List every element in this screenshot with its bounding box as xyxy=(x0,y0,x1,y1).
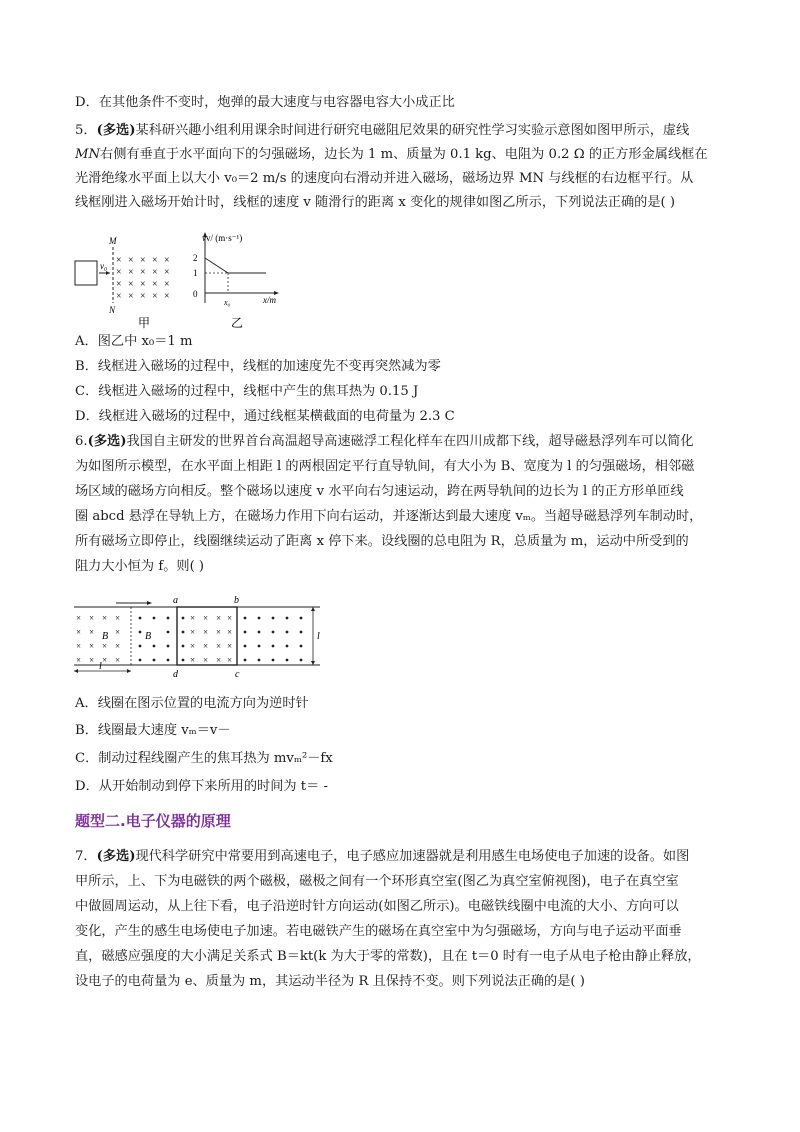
q5-option-a[interactable]: A．图乙中 x₀＝1 m xyxy=(75,334,193,349)
q6-option-b[interactable]: B．线圈最大速度 vₘ＝v－ xyxy=(75,723,231,738)
svg-text:×: × xyxy=(216,613,222,623)
svg-text:×: × xyxy=(164,291,170,302)
q6-number: 6. xyxy=(75,434,88,449)
v-axis-label: vv/ (m·s⁻¹) xyxy=(202,233,243,243)
width-arrow-right xyxy=(127,669,131,673)
q5-line-3: 光滑绝缘水平面上以大小 v₀＝2 m/s 的速度向右滑动并进入磁场，磁场边界 MN 与线框的右边框平行。从 xyxy=(75,171,694,186)
width-arrow-left xyxy=(74,669,78,673)
svg-text:×: × xyxy=(89,641,95,651)
section-heading: 题型二.电子仪器的原理 xyxy=(75,812,231,830)
q7-line-4: 变化，产生的感生电场使电子加速。若电磁铁产生的磁场在真空室中为匀强磁场，方向与电子运动平面垂 xyxy=(75,924,682,939)
svg-text:×: × xyxy=(128,255,134,266)
q6-option-d[interactable]: D．从开始制动到停下来所用的时间为 t＝ - xyxy=(75,779,328,794)
svg-text:×: × xyxy=(76,641,82,651)
svg-text:×: × xyxy=(203,641,209,651)
label-m: M xyxy=(109,236,117,246)
figure-jia xyxy=(72,225,192,331)
svg-text:×: × xyxy=(76,627,82,637)
svg-text:×: × xyxy=(140,291,146,302)
q7-line-6: 设电子的电荷量为 e、质量为 m，其运动半径为 R 且保持不变。则下列说法正确的是( ) xyxy=(75,974,585,989)
svg-text:×: × xyxy=(116,255,122,266)
q7-line-5: 直，磁感应强度的大小满足关系式 B＝kt(k 为大于零的常数)，且在 t＝0 时有一电子从电子枪由静止释放， xyxy=(75,949,701,964)
svg-text:×: × xyxy=(89,627,95,637)
field-dots-middle xyxy=(139,617,170,662)
label-b-left: B xyxy=(102,631,109,642)
q7-line-3: 中做圆周运动，从上往下看，电子沿逆时针方向运动(如图乙所示)。电磁铁线圈中电流的大小、方向可以 xyxy=(75,899,679,914)
svg-text:×: × xyxy=(227,641,233,651)
field-motion-arrowhead xyxy=(147,601,152,605)
svg-text:×: × xyxy=(76,613,82,623)
height-arrow-top xyxy=(311,607,315,611)
q7-tag: (多选) xyxy=(96,849,136,864)
velocity-arrowhead xyxy=(106,271,110,275)
svg-text:×: × xyxy=(89,655,95,665)
field-crosses-left xyxy=(76,613,120,665)
q5-option-d[interactable]: D．线框进入磁场的过程中，通过线框某横截面的电荷量为 2.3 C xyxy=(75,409,455,424)
svg-text:×: × xyxy=(190,641,196,651)
svg-text:×: × xyxy=(190,655,196,665)
svg-text:×: × xyxy=(115,641,121,651)
label-n: N xyxy=(109,305,116,315)
magnetic-field-crosses xyxy=(116,255,170,302)
label-v0: v₀ xyxy=(100,261,108,271)
svg-text:×: × xyxy=(116,267,122,278)
svg-text:×: × xyxy=(152,255,158,266)
svg-text:×: × xyxy=(116,291,122,302)
q7-text-1: 现代科学研究中常要用到高速电子，电子感应加速器就是利用感生电场使电子加速的设备。如图 xyxy=(135,849,690,864)
svg-text:×: × xyxy=(216,627,222,637)
tick-1: 1 xyxy=(193,268,198,278)
svg-text:×: × xyxy=(140,279,146,290)
svg-text:×: × xyxy=(140,255,146,266)
label-c: c xyxy=(235,669,240,680)
q5-mn: MN xyxy=(75,147,101,162)
q5-line-4: 线框刚进入磁场开始计时，线框的速度 v 随滑行的距离 x 变化的规律如图乙所示，下列说法正确的是( ) xyxy=(75,195,676,210)
svg-text:×: × xyxy=(102,613,108,623)
svg-text:×: × xyxy=(140,267,146,278)
svg-text:×: × xyxy=(227,655,233,665)
q7-line-1 xyxy=(75,848,689,866)
svg-text:×: × xyxy=(102,655,108,665)
svg-text:×: × xyxy=(89,613,95,623)
svg-text:×: × xyxy=(152,291,158,302)
q5-tag: (多选) xyxy=(96,123,136,138)
q6-line-2: 为如图所示模型，在水平面上相距 l 的两根固定平行直导轨间，有大小为 B、宽度为 l 的匀强磁场，相邻磁 xyxy=(75,459,695,474)
q5-option-b[interactable]: B．线框进入磁场的过程中，线框的加速度先不变再突然减为零 xyxy=(75,359,441,374)
label-b: b xyxy=(234,595,239,606)
q6-text-1: 我国自主研发的世界首台高温超导高速磁浮工程化样车在四川成都下线，超导磁悬浮列车可以简化 xyxy=(126,434,694,449)
q6-option-a[interactable]: A．线圈在图示位置的电流方向为逆时针 xyxy=(75,696,309,711)
option-d-previous: D．在其他条件不变时，炮弹的最大速度与电容器电容大小成正比 xyxy=(75,95,455,110)
figure-yi xyxy=(188,225,293,331)
svg-text:×: × xyxy=(164,255,170,266)
q6-line-6: 阻力大小恒为 f。则( ) xyxy=(75,559,205,574)
q6-option-c[interactable]: C．制动过程线圈产生的焦耳热为 mvₘ²－fx xyxy=(75,751,333,766)
q5-number: 5． xyxy=(75,123,97,138)
svg-text:×: × xyxy=(216,655,222,665)
q7-line-2: 甲所示，上、下为电磁铁的两个磁极，磁极之间有一个环形真空室(图乙为真空室俯视图)，电子在真空室 xyxy=(75,874,679,889)
svg-text:×: × xyxy=(102,641,108,651)
field-dots-coil xyxy=(182,617,185,662)
label-l-bottom: l xyxy=(99,661,102,672)
svg-text:×: × xyxy=(203,613,209,623)
svg-text:×: × xyxy=(115,655,121,665)
q6-line-4: 圈 abcd 悬浮在导轨上方，在磁场力作用下向右运动，并逐渐达到最大速度 vₘ。当超导磁悬浮列车制动时， xyxy=(75,509,703,524)
svg-text:×: × xyxy=(76,655,82,665)
svg-text:×: × xyxy=(190,627,196,637)
label-b-right: B xyxy=(145,631,152,642)
svg-text:×: × xyxy=(115,613,121,623)
svg-text:×: × xyxy=(227,613,233,623)
q5-text-1: 某科研兴趣小组利用课余时间进行研究电磁阻尼效果的研究性学习实验示意图如图甲所示，虚线 xyxy=(135,123,690,138)
caption-jia: 甲 xyxy=(138,316,151,330)
q6-line-3: 场区域的磁场方向相反。整个磁场以速度 v 水平向右匀速运动，跨在两导轨间的边长为 l 的正方形单匝线 xyxy=(75,484,684,499)
tick-2: 2 xyxy=(193,253,198,263)
svg-text:×: × xyxy=(128,291,134,302)
svg-text:×: × xyxy=(128,267,134,278)
svg-text:×: × xyxy=(203,627,209,637)
svg-text:×: × xyxy=(152,267,158,278)
tick-x0: x₀ xyxy=(224,298,231,307)
figure-maglev xyxy=(72,593,332,683)
field-dots-right xyxy=(244,617,303,662)
graph-decreasing-segment xyxy=(205,258,228,273)
wire-frame xyxy=(75,261,97,285)
q5-text-2: 右侧有垂直于水平面向下的匀强磁场，边长为 1 m、质量为 0.1 kg、电阻为 0.2 Ω 的正方形金属线框在 xyxy=(100,147,708,162)
x-axis-label: x/m xyxy=(263,295,276,305)
svg-text:×: × xyxy=(152,279,158,290)
caption-yi: 乙 xyxy=(231,316,244,330)
svg-text:×: × xyxy=(115,627,121,637)
svg-text:×: × xyxy=(116,279,122,290)
svg-text:×: × xyxy=(203,655,209,665)
svg-text:×: × xyxy=(128,279,134,290)
q5-line-2 xyxy=(75,146,708,164)
tick-0: 0 xyxy=(193,289,198,299)
height-arrow-bottom xyxy=(311,661,315,665)
label-a: a xyxy=(173,595,178,606)
field-crosses-coil xyxy=(190,613,232,665)
q6-tag: (多选) xyxy=(87,434,127,449)
q6-line-1 xyxy=(75,433,694,451)
q5-option-c[interactable]: C．线框进入磁场的过程中，线框中产生的焦耳热为 0.15 J xyxy=(75,384,419,399)
svg-text:×: × xyxy=(227,627,233,637)
q6-line-5: 所有磁场立即停止，线圈继续运动了距离 x 停下来。设线圈的总电阻为 R，总质量为 m，运动中所受到的 xyxy=(75,534,689,549)
q7-number: 7． xyxy=(75,849,97,864)
svg-text:×: × xyxy=(216,641,222,651)
label-d: d xyxy=(173,669,178,680)
svg-text:×: × xyxy=(164,267,170,278)
q5-line-1 xyxy=(75,122,689,140)
label-l-right: l xyxy=(317,631,320,642)
svg-text:×: × xyxy=(190,613,196,623)
svg-text:×: × xyxy=(164,279,170,290)
